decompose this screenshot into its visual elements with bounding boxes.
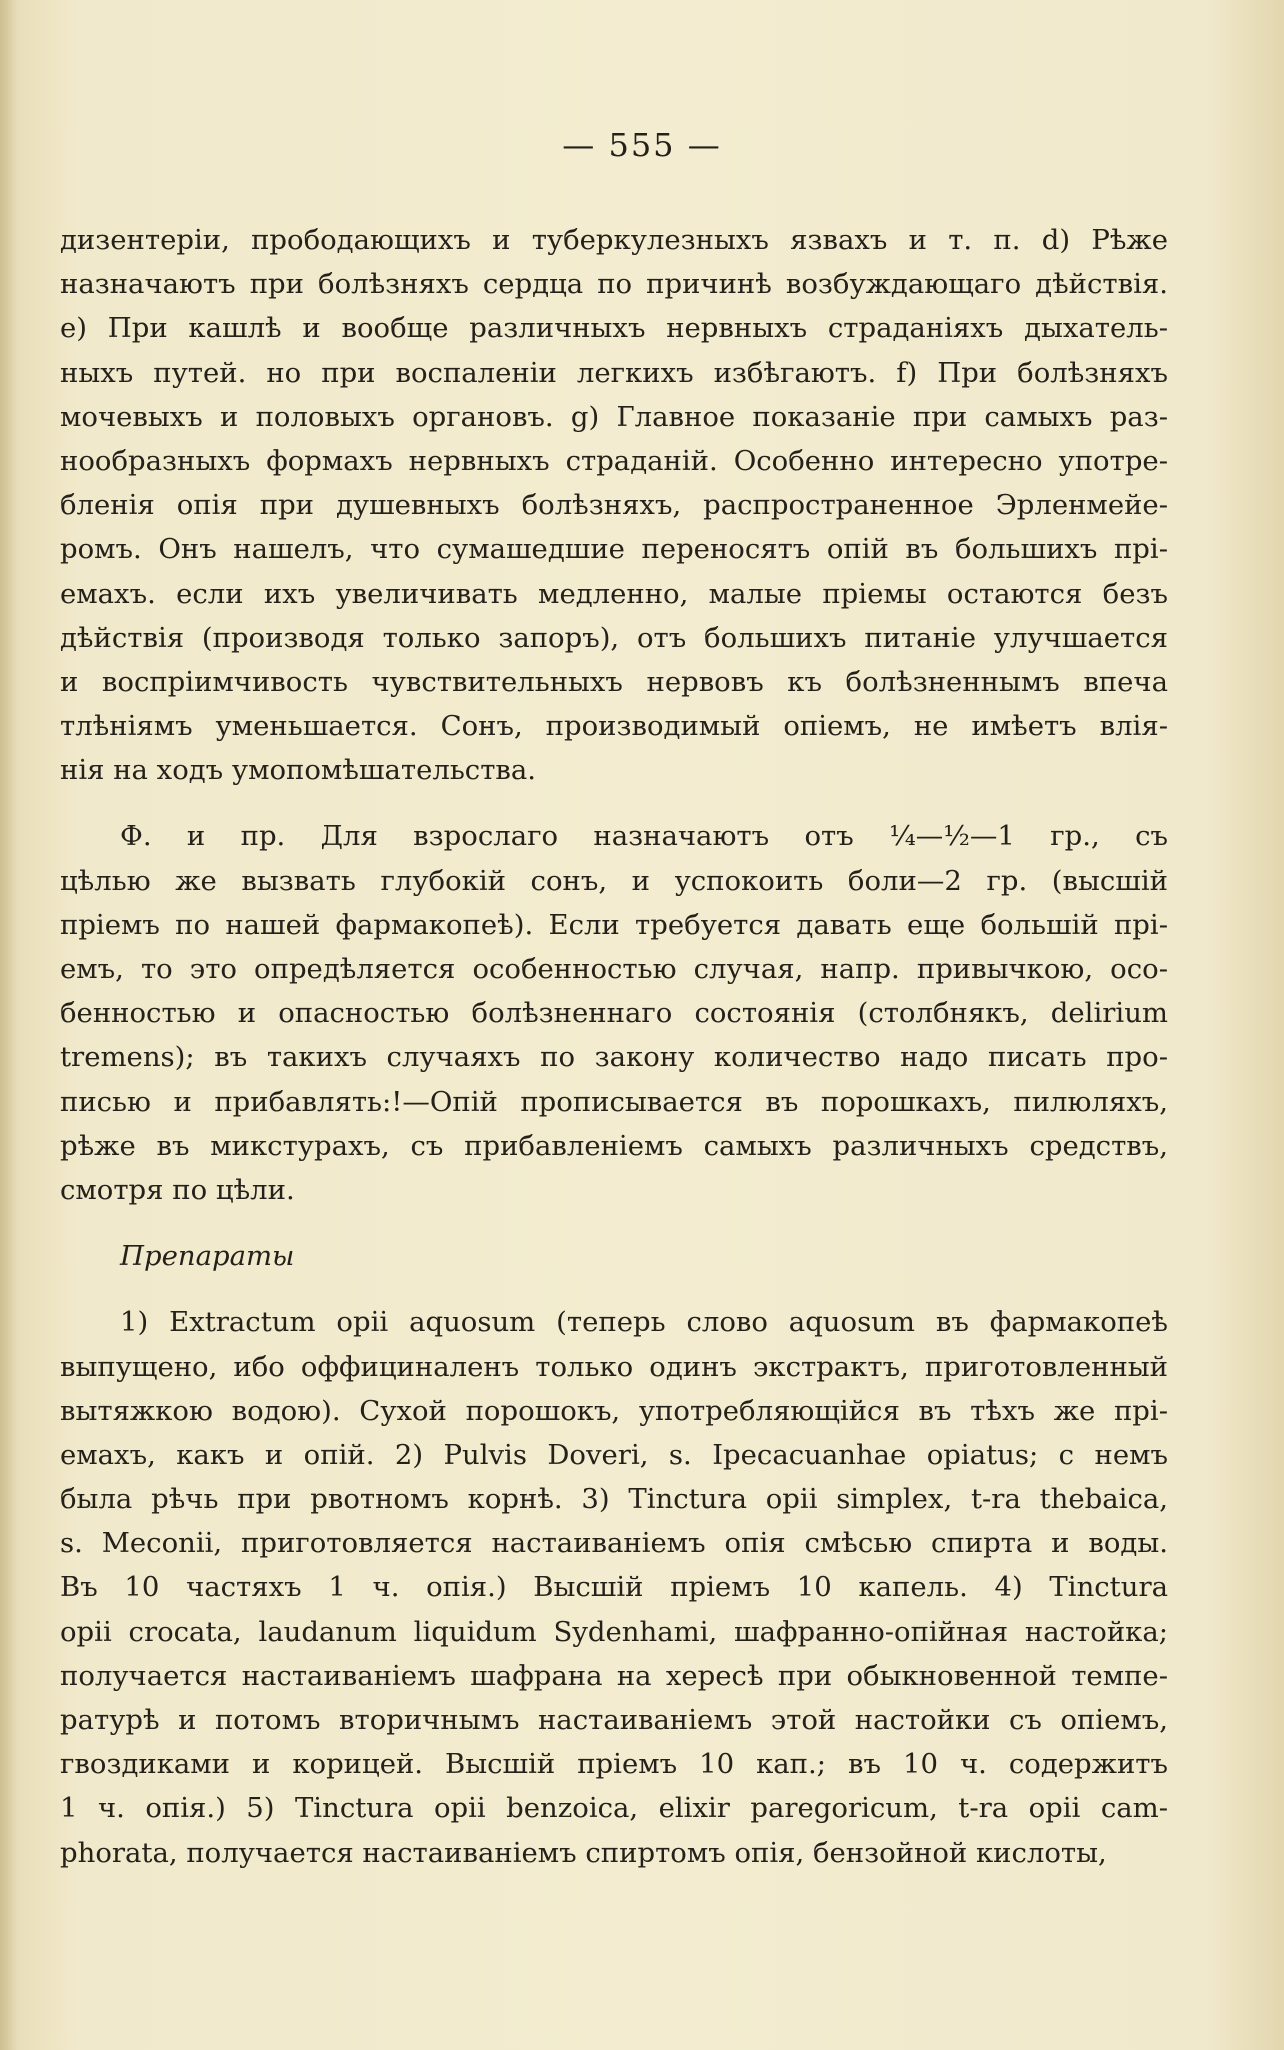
page-gutter-shadow [0,0,18,2050]
text-line: назначаютъ при болѣзняхъ сердца по причинѣ возбуждающаго дѣйствія. [60,268,1168,301]
text-line: писью и прибавлять:!—Опій прописывается въ порошкахъ, пилюляхъ, [60,1085,1168,1118]
text-line: цѣлью же вызвать глубокій сонъ, и успокоить боли—2 гр. (высшій [60,864,1168,897]
text-line: гвоздиками и корицей. Высшій пріемъ 10 кап.; въ 10 ч. содержитъ [60,1748,1168,1781]
text-line: дизентеріи, прободающихъ и туберкулезныхъ язвахъ и т. п. d) Рѣже [60,224,1168,256]
text-line: tremens); въ такихъ случаяхъ по закону количество надо писать про- [60,1041,1168,1074]
text-line: выпущено, ибо оффициналенъ только одинъ экстрактъ, приготовленный [60,1350,1168,1383]
text-line: была рѣчь при рвотномъ корнѣ. 3) Tinctura opii simplex, t-ra thebaica, [60,1483,1168,1516]
text-line: емахъ, какъ и опій. 2) Pulvis Doveri, s. Ipecacuanhae opiatus; с немъ [60,1438,1168,1471]
text-line: смотря по цѣли. [60,1173,295,1206]
page-number: — 555 — [562,126,722,164]
text-line: s. Meconii, приготовляется настаиваніемъ опія смѣсью спирта и воды. [60,1527,1168,1560]
text-line: opii crocata, laudanum liquidum Sydenhami, шафранно-опійная настойка; [60,1615,1168,1648]
text-line: получается настаиваніемъ шафрана на хересѣ при обыкновенной темпе- [60,1659,1168,1692]
text-line: тлѣніямъ уменьшается. Сонъ, производимый опіемъ, не имѣетъ влія- [60,710,1168,743]
text-line: ратурѣ и потомъ вторичнымъ настаиваніемъ этой настойки съ опіемъ, [60,1704,1168,1736]
text-line: ромъ. Онъ нашелъ, что сумашедшие переносятъ опій въ большихъ прі- [60,533,1168,566]
section-heading: Препараты [120,1240,295,1273]
text-line: e) При кашлѣ и вообще различныхъ нервныхъ страданіяхъ дыхатель- [60,312,1168,345]
text-line: 1 ч. опія.) 5) Tinctura opii benzoica, elixir paregoricum, t-ra opii cam- [60,1792,1168,1825]
text-line: нія на ходъ умопомѣшательства. [60,754,537,787]
text-line: и воспріимчивость чувствительныхъ нервовъ къ болѣзненнымъ впеча [60,665,1168,698]
text-line: рѣже въ микстурахъ, съ прибавленіемъ самыхъ различныхъ средствъ, [60,1129,1168,1162]
text-line: Въ 10 частяхъ 1 ч. опія.) Высшій пріемъ 10 капель. 4) Tinctura [60,1571,1168,1604]
text-line: phorata, получается настаиваніемъ спиртомъ опія, бензойной кислоты, [60,1836,1107,1869]
text-line: мочевыхъ и половыхъ органовъ. g) Главное показаніе при самыхъ раз- [60,400,1168,433]
paragraph-gap [60,1278,1168,1300]
page-text [60,218,1168,1875]
paragraph-gap [60,792,1168,814]
text-line: бленія опія при душевныхъ болѣзняхъ, распространенное Эрленмейе- [60,489,1168,522]
text-line: Ф. и пр. Для взрослаго назначаютъ отъ ¼—½—1 гр., съ [120,820,1168,853]
text-line: вытяжкою водою). Сухой порошокъ, употребляющійся въ тѣхъ же прі- [60,1394,1168,1427]
text-line: емъ, то это опредѣляется особенностью случая, напр. привычкою, осо- [60,953,1168,985]
text-line: бенностью и опасностью болѣзненнаго состоянія (столбнякъ, delirium [60,997,1168,1030]
text-line: 1) Extractum opii aquosum (теперь слово aquosum въ фармакопеѣ [120,1306,1168,1339]
paragraph-gap [60,1212,1168,1234]
text-line: нообразныхъ формахъ нервныхъ страданій. Особенно интересно употре- [60,444,1168,477]
text-line: емахъ. если ихъ увеличивать медленно, малые пріемы остаются безъ [60,577,1168,610]
text-line: пріемъ по нашей фармакопеѣ). Если требуется давать еще большій прі- [60,908,1168,941]
text-line: ныхъ путей. но при воспаленіи легкихъ избѣгаютъ. f) При болѣзняхъ [60,356,1168,389]
text-line: дѣйствія (производя только запоръ), отъ большихъ питаніе улучшается [60,621,1168,654]
